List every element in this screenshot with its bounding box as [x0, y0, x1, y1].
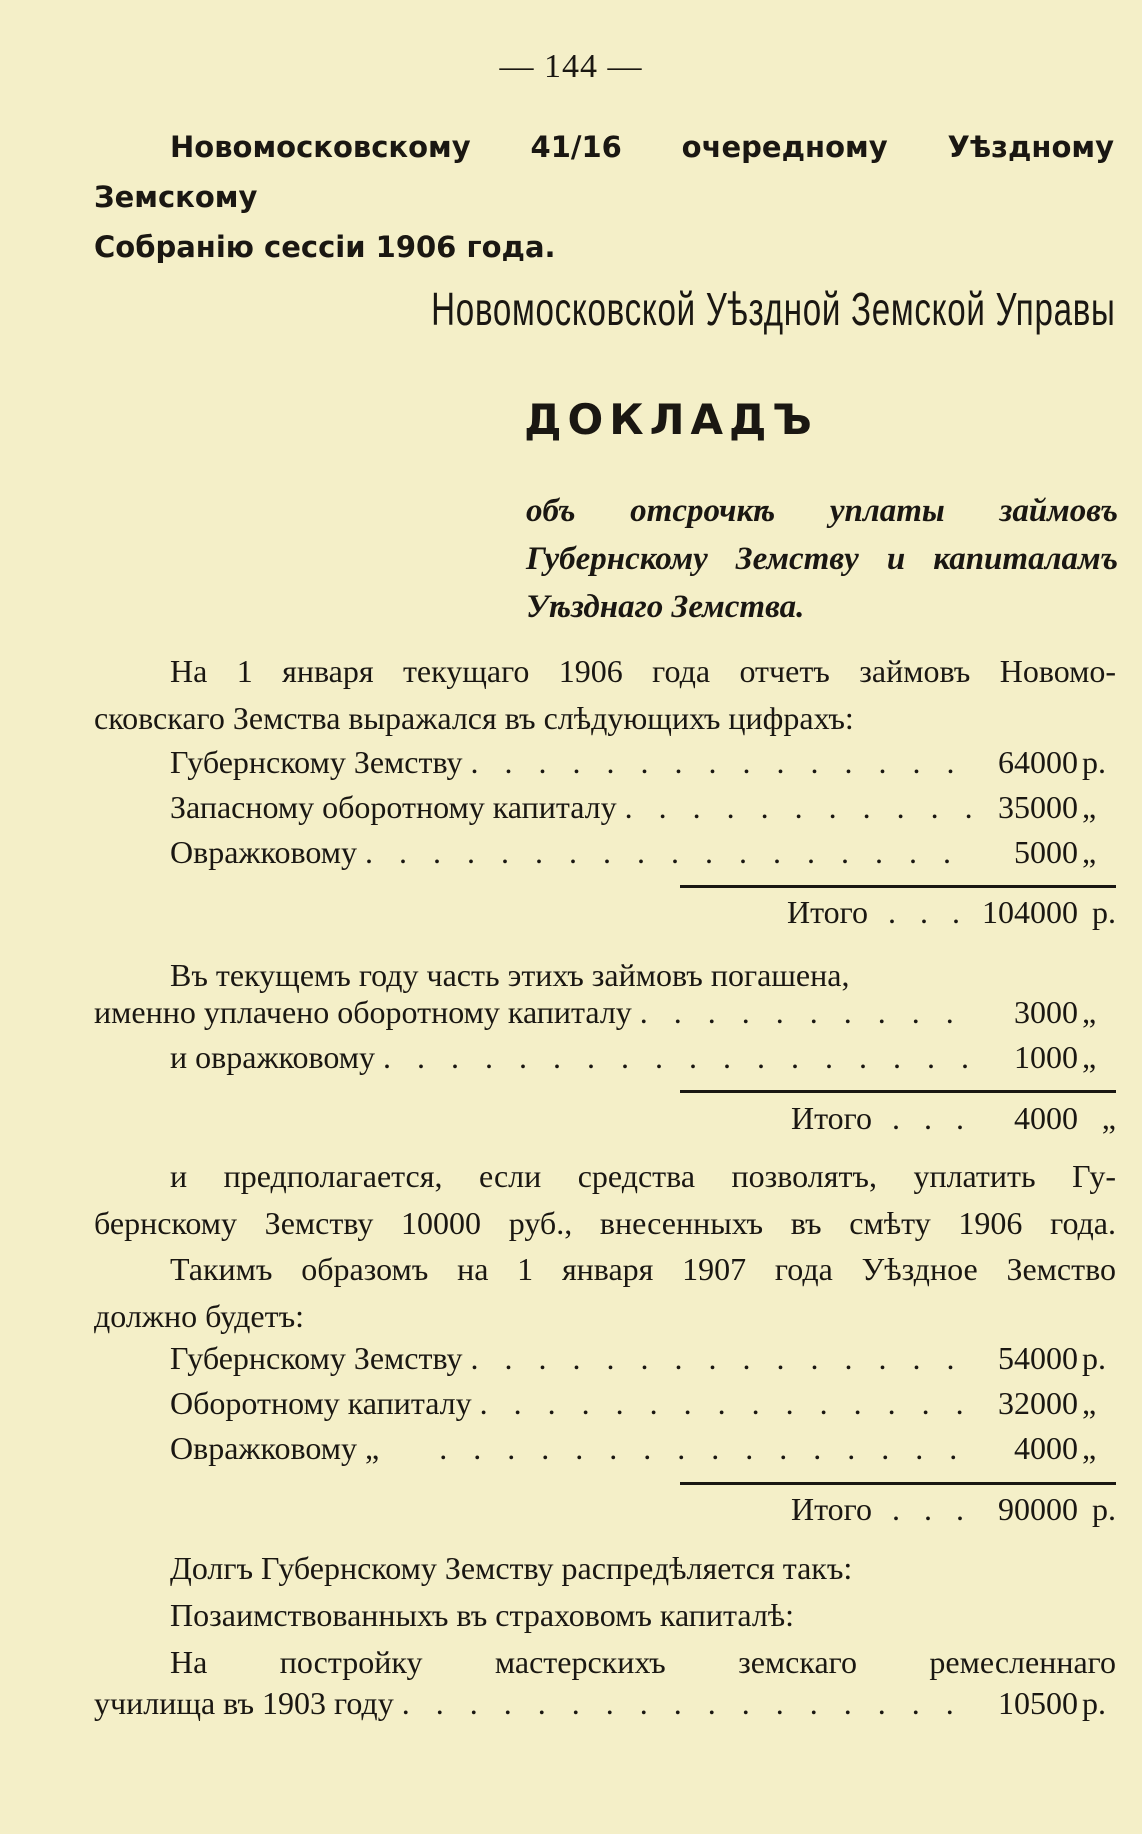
row-amount: 35000 — [998, 789, 1078, 825]
row-label: Оборотному капиталу — [170, 1385, 472, 1421]
total-amount: 104000 — [982, 894, 1078, 930]
row-label: именно уплачено оборотному капиталу — [94, 994, 632, 1030]
planned-paragraph — [94, 1153, 1116, 1247]
leader-dots — [402, 1685, 978, 1722]
total-amount: 90000 — [998, 1491, 1078, 1527]
intro-line-2: сковскаго Земства выражался въ слѣдующихъ цифрахъ: — [94, 700, 854, 736]
leader-dots — [439, 1430, 978, 1467]
page-number: — 144 — — [499, 48, 643, 85]
row-amount: 54000 — [998, 1340, 1078, 1376]
leader-dots — [365, 834, 978, 871]
future-paragraph — [94, 1246, 1116, 1340]
total-unit: р. — [1092, 1491, 1116, 1527]
row-label: Овражковому — [170, 834, 357, 870]
repaid-row-ravine — [94, 1039, 1116, 1085]
row-amount: 5000 — [1014, 834, 1078, 870]
debt-row-reserve-1906 — [94, 789, 1116, 835]
addressee-line-1: Новомосковскому 41/16 очередному Уѣздному Земскому — [94, 130, 1114, 214]
row-amount: 64000 — [998, 744, 1078, 780]
debt-row-provincial-1907 — [94, 1340, 1116, 1386]
row-label: и овражковому — [170, 1039, 375, 1075]
debt-row-reserve-1907 — [94, 1385, 1116, 1431]
leader-dots — [625, 789, 978, 826]
repaid-intro-text: Въ текущемъ году часть этихъ займовъ погашена, — [170, 957, 850, 993]
planned-line-2: бернскому Земству 10000 руб., внесенныхъ въ смѣту 1906 года. — [94, 1205, 1116, 1241]
leader-dots — [471, 1340, 979, 1377]
leader-dots — [640, 994, 978, 1031]
document-title: ДОКЛАДЪ — [524, 395, 818, 444]
row-label: Губернскому Земству — [170, 1340, 463, 1376]
construction-line-1: На постройку мастерскихъ земскаго ремесленнаго — [170, 1644, 1116, 1680]
distribution-paragraph — [94, 1545, 1116, 1686]
addressee-line-2: Собранію сессіи 1906 года. — [94, 230, 556, 264]
borrowed-line: Позаимствованныхъ въ страховомъ капиталѣ: — [170, 1597, 795, 1633]
row-label: училища въ 1903 году — [94, 1685, 394, 1721]
row-label: Губернскому Земству — [170, 744, 463, 780]
leader-dots — [471, 744, 979, 781]
future-line-2: должно будетъ: — [94, 1298, 305, 1334]
addressee — [94, 122, 1114, 272]
total-unit: р. — [1092, 894, 1116, 930]
intro-paragraph — [94, 648, 1116, 742]
row-unit: р. — [1082, 1340, 1106, 1376]
sum-rule — [680, 1482, 1116, 1485]
total-row-1 — [94, 894, 1116, 940]
total-label: Итого — [787, 894, 868, 930]
total-label: Итого — [791, 1100, 872, 1136]
debt-row-provincial-1906 — [94, 744, 1116, 790]
total-dots: . . . — [892, 1100, 972, 1136]
row-unit: р. — [1082, 744, 1106, 780]
row-amount: 4000 — [1014, 1430, 1078, 1466]
row-unit: „ — [1082, 1039, 1097, 1075]
row-label: Запасному оборотному капиталу — [170, 789, 617, 825]
row-unit: „ — [1082, 789, 1097, 825]
leader-dots — [480, 1385, 978, 1422]
row-unit: „ — [1082, 1430, 1097, 1466]
row-amount: 32000 — [998, 1385, 1078, 1421]
planned-line-1: и предполагается, если средства позволятъ, уплатить Гу- — [170, 1158, 1116, 1194]
debt-row-ravine-1906 — [94, 834, 1116, 880]
total-row-2 — [94, 1100, 1116, 1146]
row-unit: „ — [1082, 994, 1097, 1030]
distribution-line: Долгъ Губернскому Земству распредѣляется такъ: — [170, 1550, 853, 1586]
row-label: Овражковому „ — [170, 1430, 380, 1466]
repaid-row-reserve — [94, 994, 1116, 1040]
row-unit: „ — [1082, 834, 1097, 870]
sum-rule — [680, 1090, 1116, 1093]
repaid-intro — [94, 952, 1116, 998]
total-amount: 4000 — [1014, 1100, 1078, 1136]
construction-row — [94, 1685, 1116, 1731]
leader-dots — [383, 1039, 978, 1076]
sum-rule — [680, 885, 1116, 888]
row-amount: 10500 — [998, 1685, 1078, 1721]
total-unit: „ — [1101, 1100, 1116, 1136]
total-label: Итого — [791, 1491, 872, 1527]
authority-heading: Новомосковской Уѣздной Земской Управы — [431, 283, 1116, 335]
total-dots: . . . — [888, 894, 968, 930]
total-row-3 — [94, 1491, 1116, 1537]
total-dots: . . . — [892, 1491, 972, 1527]
row-unit: „ — [1082, 1385, 1097, 1421]
future-line-1: Такимъ образомъ на 1 января 1907 года Уѣздное Земство — [170, 1251, 1116, 1287]
intro-line-1: На 1 января текущаго 1906 года отчетъ займовъ Новомо- — [170, 653, 1116, 689]
row-amount: 1000 — [1014, 1039, 1078, 1075]
row-amount: 3000 — [1014, 994, 1078, 1030]
document-subject: объ отсрочкѣ уплаты займовъ Губернскому Земству и капиталамъ Уѣзднаго Земства. — [526, 493, 1118, 625]
row-unit: р. — [1082, 1685, 1106, 1721]
debt-row-ravine-1907 — [94, 1430, 1116, 1476]
